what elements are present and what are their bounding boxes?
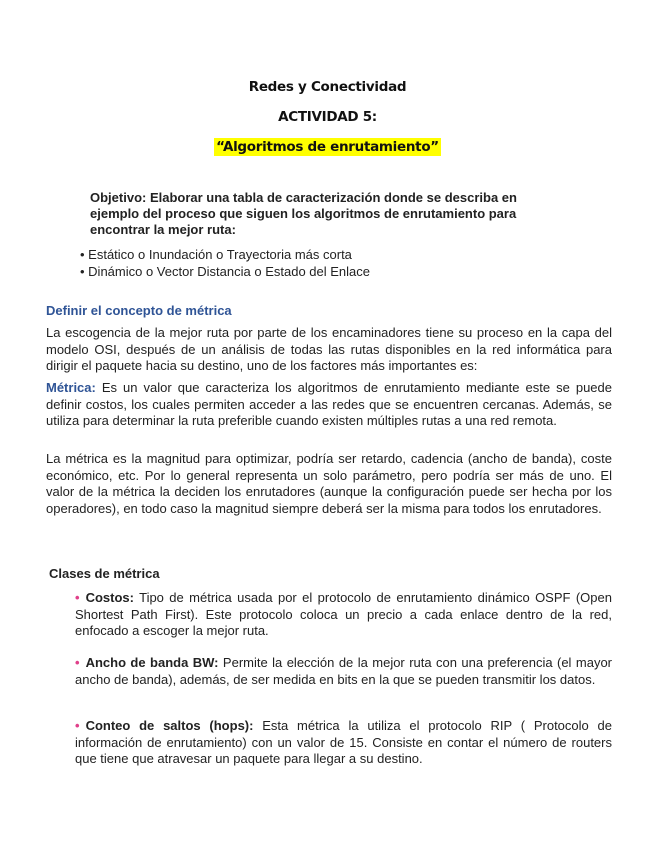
bullet-icon: • [75, 718, 80, 733]
topic-title [0, 139, 655, 155]
list-item-text: Dinámico o Vector Distancia o Estado del Enlace [88, 263, 370, 279]
list-item [75, 718, 612, 768]
list-item [75, 655, 612, 688]
bullet-icon: • [75, 590, 80, 605]
objective: Objetivo: Elaborar una tabla de caracterización donde se describa en ejemplo del proceso que siguen los algoritmos de enrutamiento para encontrar la mejor ruta: [90, 190, 517, 237]
metric-term: Métrica: [46, 380, 96, 395]
paragraph: La escogencia de la mejor ruta por parte de los encaminadores tiene su proceso en la capa del modelo OSI, después de un análisis de todas las rutas disponibles en la red informática para dirigir el paquete hacia su destino, uno de los factores más importantes es: [46, 325, 612, 373]
paragraph-metric [46, 380, 612, 430]
section-heading: Definir el concepto de métrica [46, 303, 232, 318]
topic-highlight: “Algoritmos de enrutamiento” [216, 139, 439, 155]
paragraph: La métrica es la magnitud para optimizar, podría ser retardo, cadencia (ancho de banda), coste económico, etc. Por lo general representa un solo parámetro, pero podría ser más de uno. El valor de la métrica la deciden los enrutadores (aunque la configuración puede ser hecha por los operadores), en todo caso la magnitud siempre deberá ser la misma para todos los enrutadores. [46, 451, 612, 516]
item-term: Ancho de banda BW: [85, 655, 219, 670]
list-item: • Dinámico o Vector Distancia o Estado del Enlace [80, 263, 370, 279]
list-item [75, 590, 612, 640]
item-text: Tipo de métrica usada por el protocolo de enrutamiento dinámico OSPF (Open Shortest Path First). Este protocolo coloca un precio a cada enlace dentro de la red, enfocado a escoger la mejor ruta. [75, 590, 612, 638]
item-term: Conteo de saltos (hops): [85, 718, 254, 733]
item-text: Permite la elección de la mejor ruta con una preferencia (el mayor ancho de banda), además, de ser medida en bits en la que se pueden transmitir los datos. [75, 655, 612, 687]
list-item: • Estático o Inundación o Trayectoria más corta [80, 247, 352, 262]
algorithm-list [80, 247, 530, 280]
item-text: Esta métrica la utiliza el protocolo RIP ( Protocolo de información de enrutamiento) con un valor de 15. Consiste en contar el número de routers que tiene que atravesar un paquete para llegar a su destino. [75, 718, 612, 766]
section-heading: Clases de métrica [49, 566, 160, 581]
course-title: Redes y Conectividad [248, 79, 407, 95]
activity-title: ACTIVIDAD 5: [278, 109, 377, 125]
list-item-text: Estático o Inundación o Trayectoria más corta [88, 247, 352, 262]
item-term: Costos: [85, 590, 134, 605]
metric-definition: Es un valor que caracteriza los algoritmos de enrutamiento mediante este se puede definir costos, los cuales permiten acceder a las redes que se encuentren cercanas. Además, se utiliza para determinar la ruta preferible cuando existen múltiples rutas a una red remota. [46, 380, 612, 428]
bullet-icon: • [75, 655, 80, 670]
